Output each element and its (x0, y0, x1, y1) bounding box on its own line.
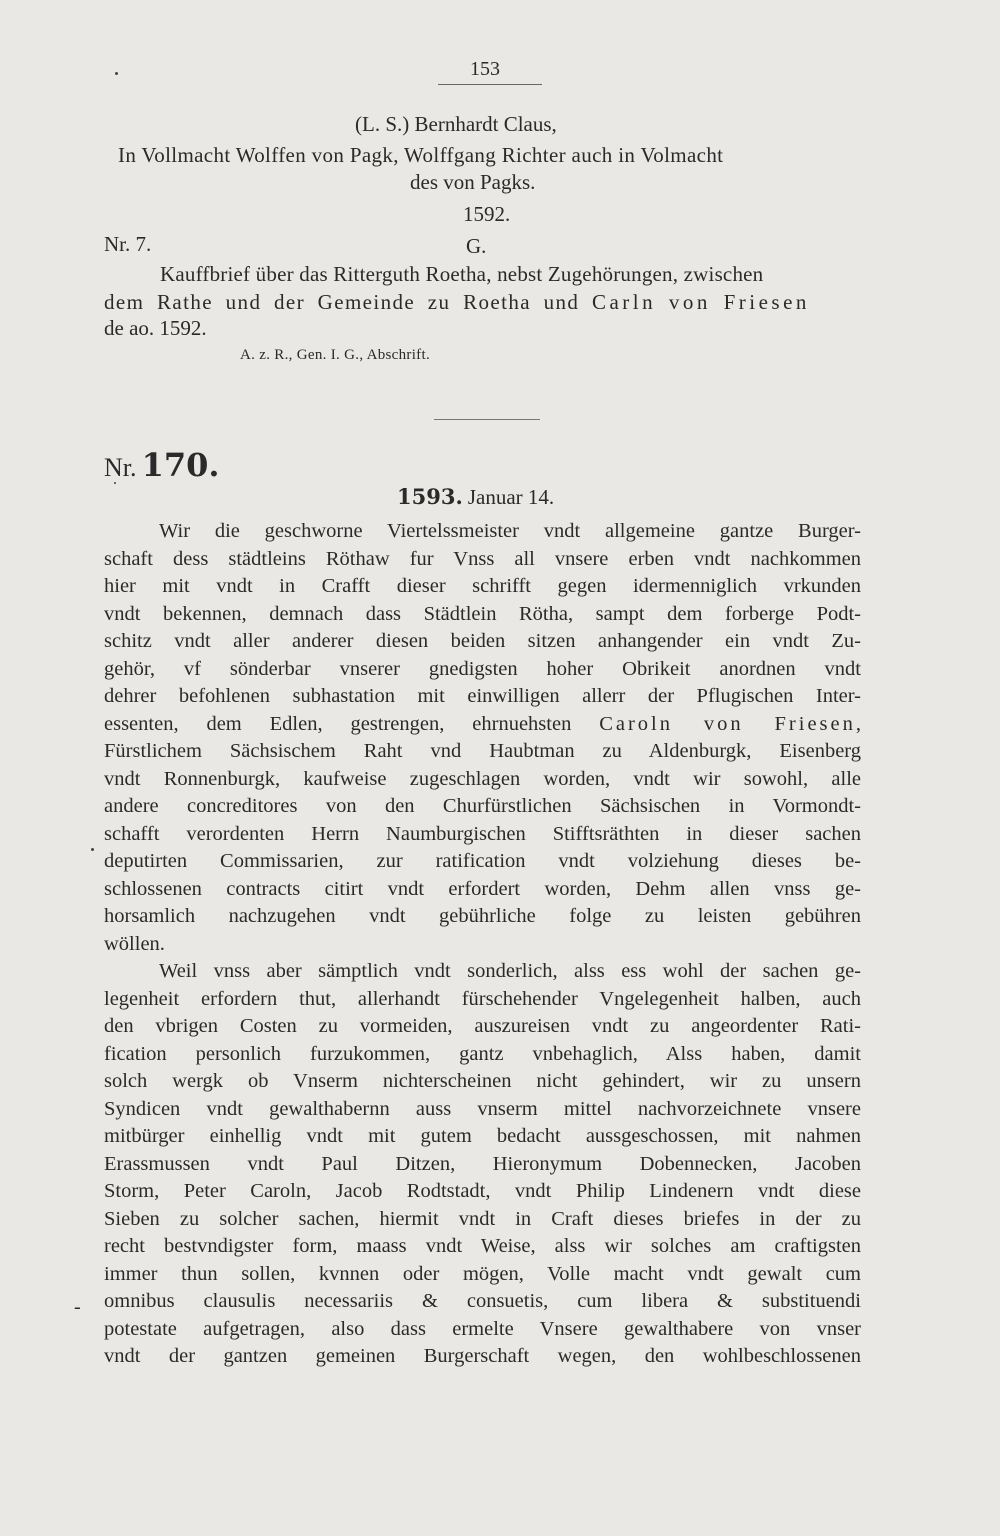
document-date (397, 484, 554, 510)
header-rule (438, 84, 542, 85)
text-line: mitbürger einhellig vndt mit gutem bedacht aussgeschossen, mit nahmen (104, 1125, 861, 1147)
nr7-text-2a: dem Rathe und der Gemeinde zu Roetha und (104, 290, 592, 314)
text-line: vndt bekennen, demnach dass Städtlein Rötha, sampt dem forberge Podt- (104, 602, 861, 625)
text-line: Sieben zu solcher sachen, hiermit vndt in Craft dieses briefes in der zu (104, 1207, 861, 1230)
document-number: 170. (141, 446, 220, 484)
scan-speck (115, 72, 118, 75)
nr7-source: A. z. R., Gen. I. G., Abschrift. (240, 347, 430, 363)
text-line: horsamlich nachzugehen vndt gebührliche folge zu leisten gebühren (104, 905, 861, 927)
nr7-text-3: de ao. 1592. (104, 316, 207, 340)
text-line: Fürstlichem Sächsischem Raht vnd Haubtman zu Aldenburgk, Eisenberg (104, 740, 861, 762)
text-line: vndt Ronnenburgk, kaufweise zugeschlagen worden, vndt wir sowohl, alle (104, 767, 861, 790)
text-line: fication personlich furzukommen, gantz vnbehaglich, Alss haben, damit (104, 1042, 861, 1065)
signature-line: (L. S.) Bernhardt Claus, (355, 112, 557, 136)
nr7-label: Nr. 7. (104, 232, 152, 256)
text-line: legenheit erfordern thut, allerhandt fürschehender Vngelegenheit halben, auch (104, 987, 861, 1010)
text-line: vndt der gantzen gemeinen Burgerschaft wegen, den wohlbeschlossenen (104, 1345, 861, 1367)
text-line: recht bestvndigster form, maass vndt Weise, alss wir solches am craftigsten (104, 1235, 861, 1257)
nr7-text-2 (104, 290, 810, 315)
scan-speck (91, 848, 94, 851)
text-line: andere concreditores von den Churfürstlichen Sächsischen in Vormondt- (104, 795, 861, 817)
paragraph-1 (104, 518, 861, 958)
text-line: schafft verordenten Herrn Naumburgischen Stifftsräthten in dieser sachen (104, 822, 861, 845)
nr7-party-name: Carln von Friesen (591, 290, 810, 314)
document-day: Januar 14. (467, 485, 555, 509)
scan-speck (114, 482, 116, 484)
text-line: hier mit vndt in Crafft dieser schrifft gegen idermenniglich vrkunden (104, 575, 861, 597)
text-line: schitz vndt aller anderer diesen beiden sitzen anhangender ein vndt Zu- (104, 630, 861, 652)
nr7-letter: G. (466, 234, 487, 258)
paragraph-2 (104, 958, 861, 1371)
section-rule (434, 419, 540, 420)
nr7-year: 1592. (463, 202, 511, 226)
text-line: immer thun sollen, kvnnen oder mögen, Volle macht vndt gewalt cum (104, 1262, 861, 1285)
page-number: 153 (470, 58, 500, 80)
text-line: Syndicen vndt gewalthabernn auss vnserm mittel nachvorzeichnete vnsere (104, 1097, 861, 1120)
nr7-text-1: Kauffbrief über das Ritterguth Roetha, nebst Zugehörungen, zwischen (160, 262, 764, 286)
text-line (104, 711, 861, 739)
proxy-line-2: des von Pagks. (410, 170, 536, 194)
document-year: 1593. (397, 484, 463, 509)
text-line-content (104, 713, 861, 735)
text-line: Erassmussen vndt Paul Ditzen, Hieronymum Dobennecken, Jacoben (104, 1152, 861, 1175)
margin-dash: - (74, 1296, 81, 1318)
text-line: Storm, Peter Caroln, Jacob Rodtstadt, vndt Philip Lindenern vndt diese (104, 1180, 861, 1202)
text-line: Wir die geschworne Viertelssmeister vndt allgemeine gantze Burger- (159, 520, 861, 542)
text-line: schlossenen contracts citirt vndt erfordert worden, Dehm allen vnss ge- (104, 877, 861, 900)
proxy-line-1: In Vollmacht Wolffen von Pagk, Wolffgang Richter auch in Volmacht (118, 143, 724, 167)
text-segment: , (855, 712, 861, 735)
text-line: potestate aufgetragen, also dass ermelte Vnsere gewalthabere von vnser (104, 1317, 861, 1340)
text-line: Weil vnss aber sämptlich vndt sonderlich, alss ess wohl der sachen ge- (159, 960, 861, 982)
document-number-label: Nr. (104, 453, 137, 482)
text-line: omnibus clausulis necessariis & consuetis, cum libera & substituendi (104, 1290, 861, 1312)
text-line: gehör, vf sönderbar vnserer gnedigsten hoher Obrikeit anordnen vndt (104, 657, 861, 680)
text-line: wöllen. (104, 932, 165, 955)
text-line: deputirten Commissarien, zur ratification vndt volziehung dieses be- (104, 850, 861, 872)
text-line: den vbrigen Costen zu vormeiden, auszureisen vndt zu angeordenter Rati- (104, 1015, 861, 1037)
text-line: dehrer befohlenen subhastation mit einwilligen allerr der Pflugischen Inter- (104, 685, 861, 707)
person-name: Caroln von Friesen (599, 712, 856, 735)
text-line: solch wergk ob Vnserm nichterscheinen nicht gehindert, wir zu unsern (104, 1070, 861, 1092)
text-line: schaft dess städtleins Röthaw fur Vnss all vnsere erben vndt nachkommen (104, 547, 861, 570)
document-number-heading (104, 446, 220, 484)
text-segment: essenten, dem Edlen, gestrengen, ehrnuehsten (104, 712, 600, 735)
